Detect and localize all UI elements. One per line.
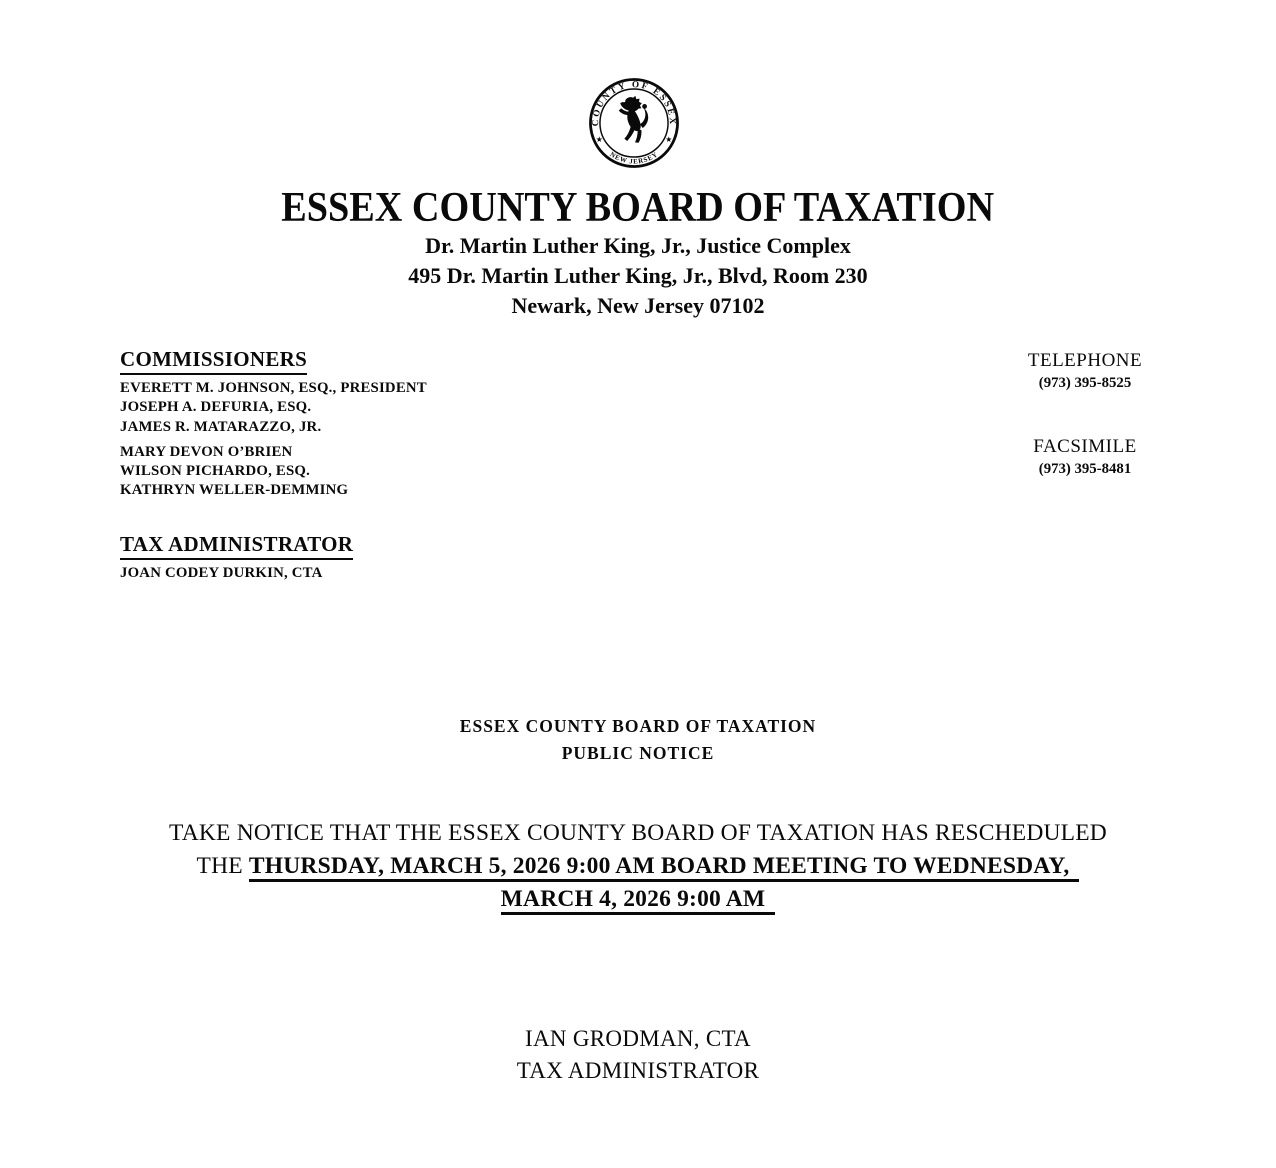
star-icon: ★ [665,134,673,144]
signature-title: TAX ADMINISTRATOR [516,1057,760,1083]
star-icon: ★ [595,134,603,144]
tax-administrator-heading: TAX ADMINISTRATOR [120,533,353,560]
facsimile-label: FACSIMILE [1033,436,1137,457]
commissioner-name: JOSEPH A. DEFURIA, ESQ. [120,399,312,416]
page-title-text: ESSEX COUNTY BOARD OF TAXATION [281,185,995,231]
signature-name: IAN GRODMAN, CTA [525,1026,751,1051]
address-line-2: 495 Dr. Martin Luther King, Jr., Blvd, Room 230 [408,263,868,288]
contact-block [1008,348,1162,480]
county-seal-icon [588,77,680,169]
seal-bottom-text: NEW JERSEY [608,151,660,166]
address-block [0,231,1276,321]
telephone-label: TELEPHONE [1027,350,1143,371]
signature-block [0,1023,1276,1086]
notice-body-line-3 [0,883,1276,916]
page-title [0,186,1276,230]
tax-administrator-name: JOAN CODEY DURKIN, CTA [120,565,323,581]
commissioner-name: WILSON PICHARDO, ESQ. [120,463,311,480]
notice-body-line-2-prefix: THE [196,853,249,879]
commissioner-name: EVERETT M. JOHNSON, ESQ., PRESIDENT [120,380,427,396]
telephone-number: (973) 395-8525 [1038,375,1132,391]
notice-heading [0,713,1276,767]
commissioners-section [120,348,427,501]
notice-body [0,817,1276,916]
address-line-1: Dr. Martin Luther King, Jr., Justice Complex [425,233,851,258]
commissioner-name: JAMES R. MATARAZZO, JR. [120,418,322,435]
notice-body-line-2 [0,850,1276,883]
rescheduled-to-text: MARCH 4, 2026 9:00 AM [501,886,776,915]
commissioners-heading: COMMISSIONERS [120,348,307,375]
tax-administrator-section [120,533,353,583]
commissioner-name: MARY DEVON O’BRIEN [120,443,293,460]
commissioner-name: KATHRYN WELLER-DEMMING [120,482,349,499]
commissioners-group-1 [120,379,427,437]
commissioners-group-2 [120,443,427,501]
notice-heading-line-2: PUBLIC NOTICE [561,743,715,763]
seal-top-text: COUNTY OF ESSEX [589,78,679,127]
rescheduled-from-text: THURSDAY, MARCH 5, 2026 9:00 AM BOARD MEETING TO WEDNESDAY, [249,853,1080,882]
facsimile-number: (973) 395-8481 [1038,461,1132,477]
lion-icon [619,96,648,143]
county-seal-svg [588,77,680,169]
notice-heading-line-1: ESSEX COUNTY BOARD OF TAXATION [459,716,817,736]
notice-body-line-1: TAKE NOTICE THAT THE ESSEX COUNTY BOARD OF TAXATION HAS RESCHEDULED [169,820,1107,846]
address-line-3: Newark, New Jersey 07102 [511,293,765,318]
